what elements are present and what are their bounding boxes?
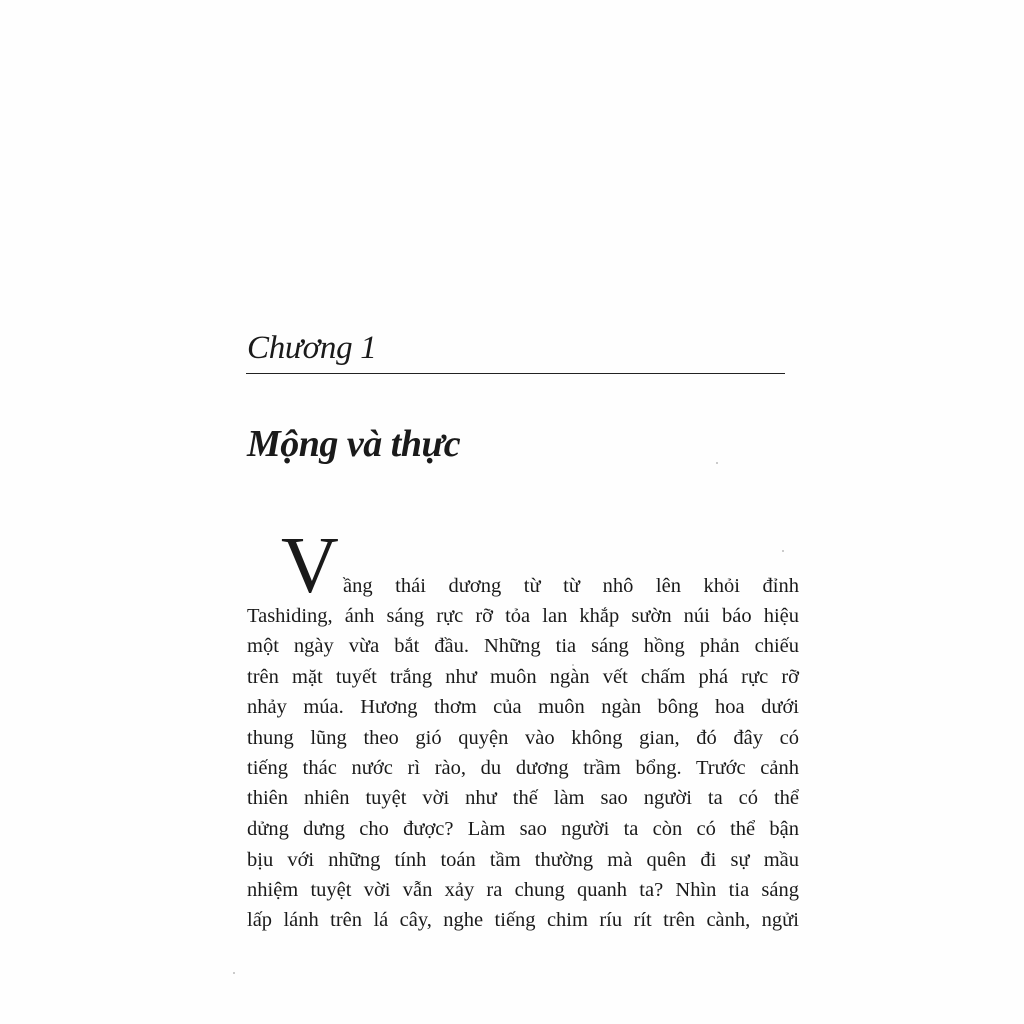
body-line: thiên nhiên tuyệt vời như thế làm sao người ta có thể <box>247 787 799 809</box>
body-line: tiếng thác nước rì rào, du dương trầm bổng. Trước cảnh <box>247 757 799 779</box>
body-line: bịu với những tính toán tầm thường mà quên đi sự mầu <box>247 849 799 871</box>
body-line: lấp lánh trên lá cây, nghe tiếng chim ríu rít trên cành, ngửi <box>247 909 799 931</box>
paper-speck <box>782 550 784 552</box>
paper-speck <box>572 664 574 666</box>
paper-speck <box>716 462 718 464</box>
chapter-body <box>247 522 799 950</box>
body-line: một ngày vừa bắt đầu. Những tia sáng hồng phản chiếu <box>247 635 799 657</box>
body-line: thung lũng theo gió quyện vào không gian, đó đây có <box>247 727 799 749</box>
body-line: ầng thái dương từ từ nhô lên khỏi đỉnh <box>343 575 799 597</box>
body-line: trên mặt tuyết trắng như muôn ngàn vết chấm phá rực rỡ <box>247 666 799 688</box>
drop-cap: V <box>281 522 339 610</box>
chapter-label: Chương 1 <box>247 330 377 366</box>
body-line: Tashiding, ánh sáng rực rỡ tỏa lan khắp sườn núi báo hiệu <box>247 605 799 627</box>
paper-speck <box>233 972 235 974</box>
body-line: dửng dưng cho được? Làm sao người ta còn có thể bận <box>247 818 799 840</box>
body-line: nhiệm tuyệt vời vẫn xảy ra chung quanh ta? Nhìn tia sáng <box>247 879 799 901</box>
body-line: nhảy múa. Hương thơm của muôn ngàn bông hoa dưới <box>247 696 799 718</box>
chapter-title: Mộng và thực <box>247 423 461 465</box>
chapter-rule <box>246 373 785 374</box>
